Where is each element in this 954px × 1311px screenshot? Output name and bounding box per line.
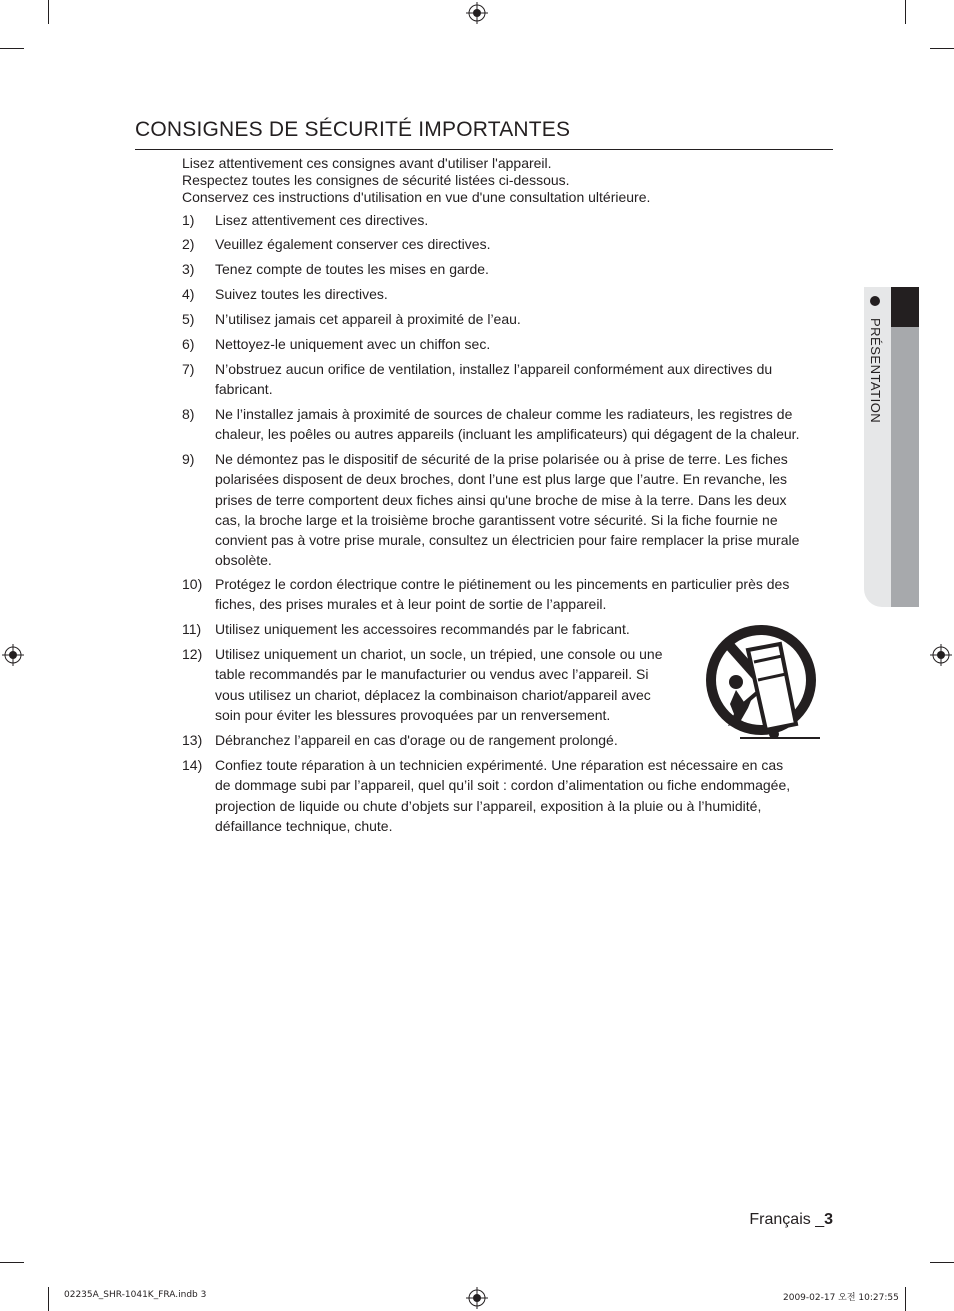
- list-item-number: 13): [182, 732, 203, 748]
- list-item-text: [215, 284, 388, 304]
- list-item-text: [215, 730, 618, 750]
- list-item-line: Utilisez uniquement les accessoires recommandés par le fabricant.: [215, 621, 630, 637]
- list-item-text: [215, 359, 772, 400]
- crop-mark: [905, 0, 906, 24]
- list-item-text: [215, 619, 630, 639]
- list-item-line: Nettoyez-le uniquement avec un chiffon sec.: [215, 336, 491, 352]
- crop-mark: [930, 48, 954, 49]
- list-item-number: 11): [182, 621, 202, 637]
- intro-line: Conservez ces instructions d'utilisation en vue d'une consultation ultérieure.: [182, 189, 651, 205]
- registration-mark-icon: [466, 2, 488, 24]
- list-item-number: 4): [182, 286, 195, 302]
- list-item-text: [215, 210, 428, 230]
- list-item-line: convient pas à votre prise murale, consultez un électricien pour faire remplacer la prise murale: [215, 532, 800, 549]
- list-item-line: fiches, des prises murales et à leur point de sortie de l’appareil.: [215, 596, 607, 613]
- crop-mark: [930, 1262, 954, 1263]
- registration-mark-icon: [466, 1287, 488, 1309]
- page-title: CONSIGNES DE SÉCURITÉ IMPORTANTES: [135, 117, 833, 150]
- list-item-number: 14): [182, 757, 203, 773]
- list-item-text: [215, 234, 490, 254]
- intro-line: Lisez attentivement ces consignes avant d'utiliser l'appareil.: [182, 155, 552, 171]
- list-item-number: 12): [182, 646, 203, 662]
- bullet-icon: [870, 296, 880, 306]
- footer-language: Français _: [749, 1211, 825, 1228]
- list-item-text: [215, 574, 789, 615]
- crop-mark: [905, 1287, 906, 1311]
- list-item-text: [215, 309, 521, 329]
- list-item-line: Suivez toutes les directives.: [215, 286, 388, 302]
- registration-mark-icon: [930, 644, 952, 666]
- section-tab-label: PRÉSENTATION: [868, 318, 883, 424]
- list-item-number: 8): [182, 406, 195, 422]
- list-item-line: prises de terre comportent deux fiches ainsi qu'une broche de mise à la terre. Dans les deux: [215, 491, 787, 508]
- slug-file: 02235A_SHR-1041K_FRA.indb 3: [64, 1290, 207, 1300]
- registration-mark-icon: [2, 644, 24, 666]
- section-tab-marker: [891, 287, 919, 327]
- list-item-line: Tenez compte de toutes les mises en garde.: [215, 261, 489, 277]
- list-item-line: Confiez toute réparation à un technicien expérimenté. Une réparation est nécessaire en cas: [215, 757, 784, 773]
- list-item-line: vous utilisez un chariot, déplacez la combinaison chariot/appareil avec: [215, 686, 651, 703]
- list-item-number: 1): [182, 212, 195, 228]
- list-item-text: [215, 449, 799, 571]
- list-item-line: Débranchez l’appareil en cas d'orage ou de rangement prolongé.: [215, 732, 618, 748]
- list-item-line: Protégez le cordon électrique contre le piétinement ou les pincements en particulier près des: [215, 576, 790, 592]
- list-item-text: [215, 259, 489, 279]
- crop-mark: [48, 1287, 49, 1311]
- list-item-number: 7): [182, 361, 195, 377]
- list-item-line: cas, la broche large et la troisième broche garantissent votre sécurité. Si la fiche fournie ne: [215, 511, 778, 528]
- intro-line: Respectez toutes les consignes de sécurité listées ci-dessous.: [182, 172, 570, 188]
- intro-text: [182, 155, 822, 206]
- crop-mark: [48, 0, 49, 24]
- list-item-number: 3): [182, 261, 195, 277]
- list-item-text: [215, 404, 799, 445]
- crop-mark: [0, 1262, 24, 1263]
- list-item-text: [215, 334, 490, 354]
- list-item-line: obsolète.: [215, 552, 272, 569]
- list-item-number: 5): [182, 311, 195, 327]
- list-item-line: polarisées disposent de deux broches, dont l’une est plus large que l’autre. En revanche, les: [215, 471, 788, 488]
- list-item-text: [215, 755, 790, 836]
- list-item-line: défaillance technique, chute.: [215, 817, 393, 834]
- page-footer: [749, 1211, 833, 1229]
- list-item-line: Ne démontez pas le dispositif de sécurité de la prise polarisée ou à prise de terre. Les fiches: [215, 451, 788, 467]
- list-item-line: fabricant.: [215, 381, 273, 398]
- list-item-line: de dommage subi par l’appareil, quel qu’il soit : cordon d’alimentation ou fiche endommagée,: [215, 777, 791, 794]
- list-item-line: N’obstruez aucun orifice de ventilation, installez l’appareil conformément aux directives du: [215, 361, 773, 377]
- list-item-line: table recommandés par le manufacturier ou vendus avec l’appareil. Si: [215, 666, 649, 683]
- crop-mark: [0, 48, 24, 49]
- list-item-line: Utilisez uniquement un chariot, un socle, un trépied, une console ou une: [215, 646, 663, 662]
- list-item-number: 6): [182, 336, 195, 352]
- list-item-line: soin pour éviter les blessures provoquées par un renversement.: [215, 706, 611, 723]
- list-item-line: Ne l’installez jamais à proximité de sources de chaleur comme les radiateurs, les registres de: [215, 406, 793, 422]
- page-number: 3: [824, 1211, 833, 1228]
- list-item-line: Lisez attentivement ces directives.: [215, 212, 429, 228]
- list-item-line: Veuillez également conserver ces directives.: [215, 236, 491, 252]
- list-item-line: chaleur, les poêles ou autres appareils (incluant les amplificateurs) qui dégagent de la chaleur.: [215, 426, 800, 443]
- list-item-text: [215, 644, 663, 725]
- list-item-line: N’utilisez jamais cet appareil à proximité de l’eau.: [215, 311, 521, 327]
- cart-tipover-warning-icon: [700, 622, 824, 742]
- slug-date: 2009-02-17 오전 10:27:55: [783, 1293, 899, 1303]
- list-item-number: 2): [182, 236, 195, 252]
- section-tab-bar: [891, 287, 919, 607]
- list-item-number: 9): [182, 451, 195, 467]
- list-item-line: projection de liquide ou chute d’objets sur l’appareil, exposition à la pluie ou à l’humidité,: [215, 797, 762, 814]
- list-item-number: 10): [182, 576, 203, 592]
